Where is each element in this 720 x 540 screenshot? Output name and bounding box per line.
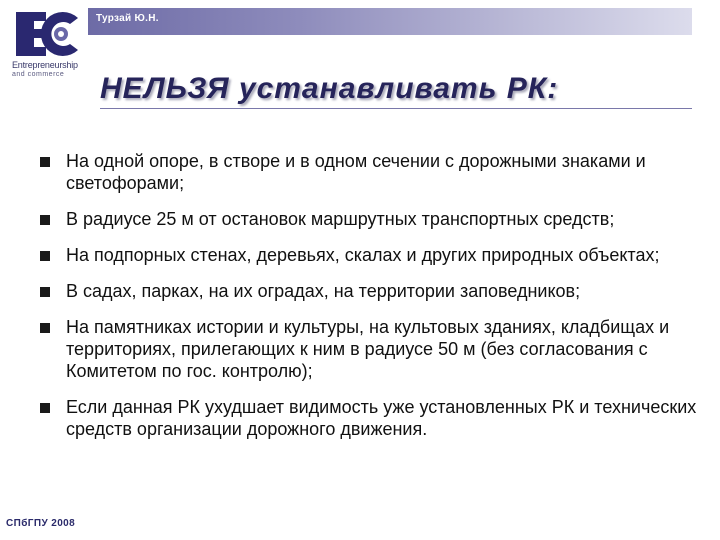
- square-bullet-icon: [40, 157, 50, 167]
- logo-subtitle-line2: and commerce: [12, 71, 65, 78]
- slide-title: НЕЛЬЗЯ устанавливать РК:: [100, 72, 559, 105]
- bullet-text: Если данная РК ухудшает видимость уже установленных РК и технических средств организации дорожного движения.: [66, 397, 697, 439]
- bullet-text: На памятниках истории и культуры, на культовых зданиях, кладбищах и территориях, прилегающих к ним в радиусе 50 м (без согласования с Комитетом по гос. контролю);: [66, 317, 670, 381]
- header-bar: [88, 8, 692, 35]
- square-bullet-icon: [40, 287, 50, 297]
- author-name: Турзай Ю.Н.: [96, 13, 159, 24]
- bullet-item: [40, 244, 700, 266]
- square-bullet-icon: [40, 323, 50, 333]
- title-divider: [100, 108, 692, 109]
- bullet-list: [40, 150, 700, 454]
- bullet-item: [40, 150, 700, 194]
- ec-logo-icon: [12, 8, 84, 60]
- bullet-text: На подпорных стенах, деревьях, скалах и других природных объектах;: [66, 245, 660, 265]
- square-bullet-icon: [40, 403, 50, 413]
- bullet-text: В садах, парках, на их оградах, на территории заповедников;: [66, 281, 581, 301]
- bullet-item: [40, 208, 700, 230]
- bullet-item: [40, 316, 700, 382]
- square-bullet-icon: [40, 251, 50, 261]
- logo-subtitle-line1: Entrepreneurship: [12, 60, 78, 70]
- bullet-item: [40, 280, 700, 302]
- bullet-text: На одной опоре, в створе и в одном сечении с дорожными знаками и светофорами;: [66, 151, 646, 193]
- square-bullet-icon: [40, 215, 50, 225]
- bullet-text: В радиусе 25 м от остановок маршрутных транспортных средств;: [66, 209, 615, 229]
- footer-text: СПбГПУ 2008: [6, 518, 76, 529]
- bullet-item: [40, 396, 700, 440]
